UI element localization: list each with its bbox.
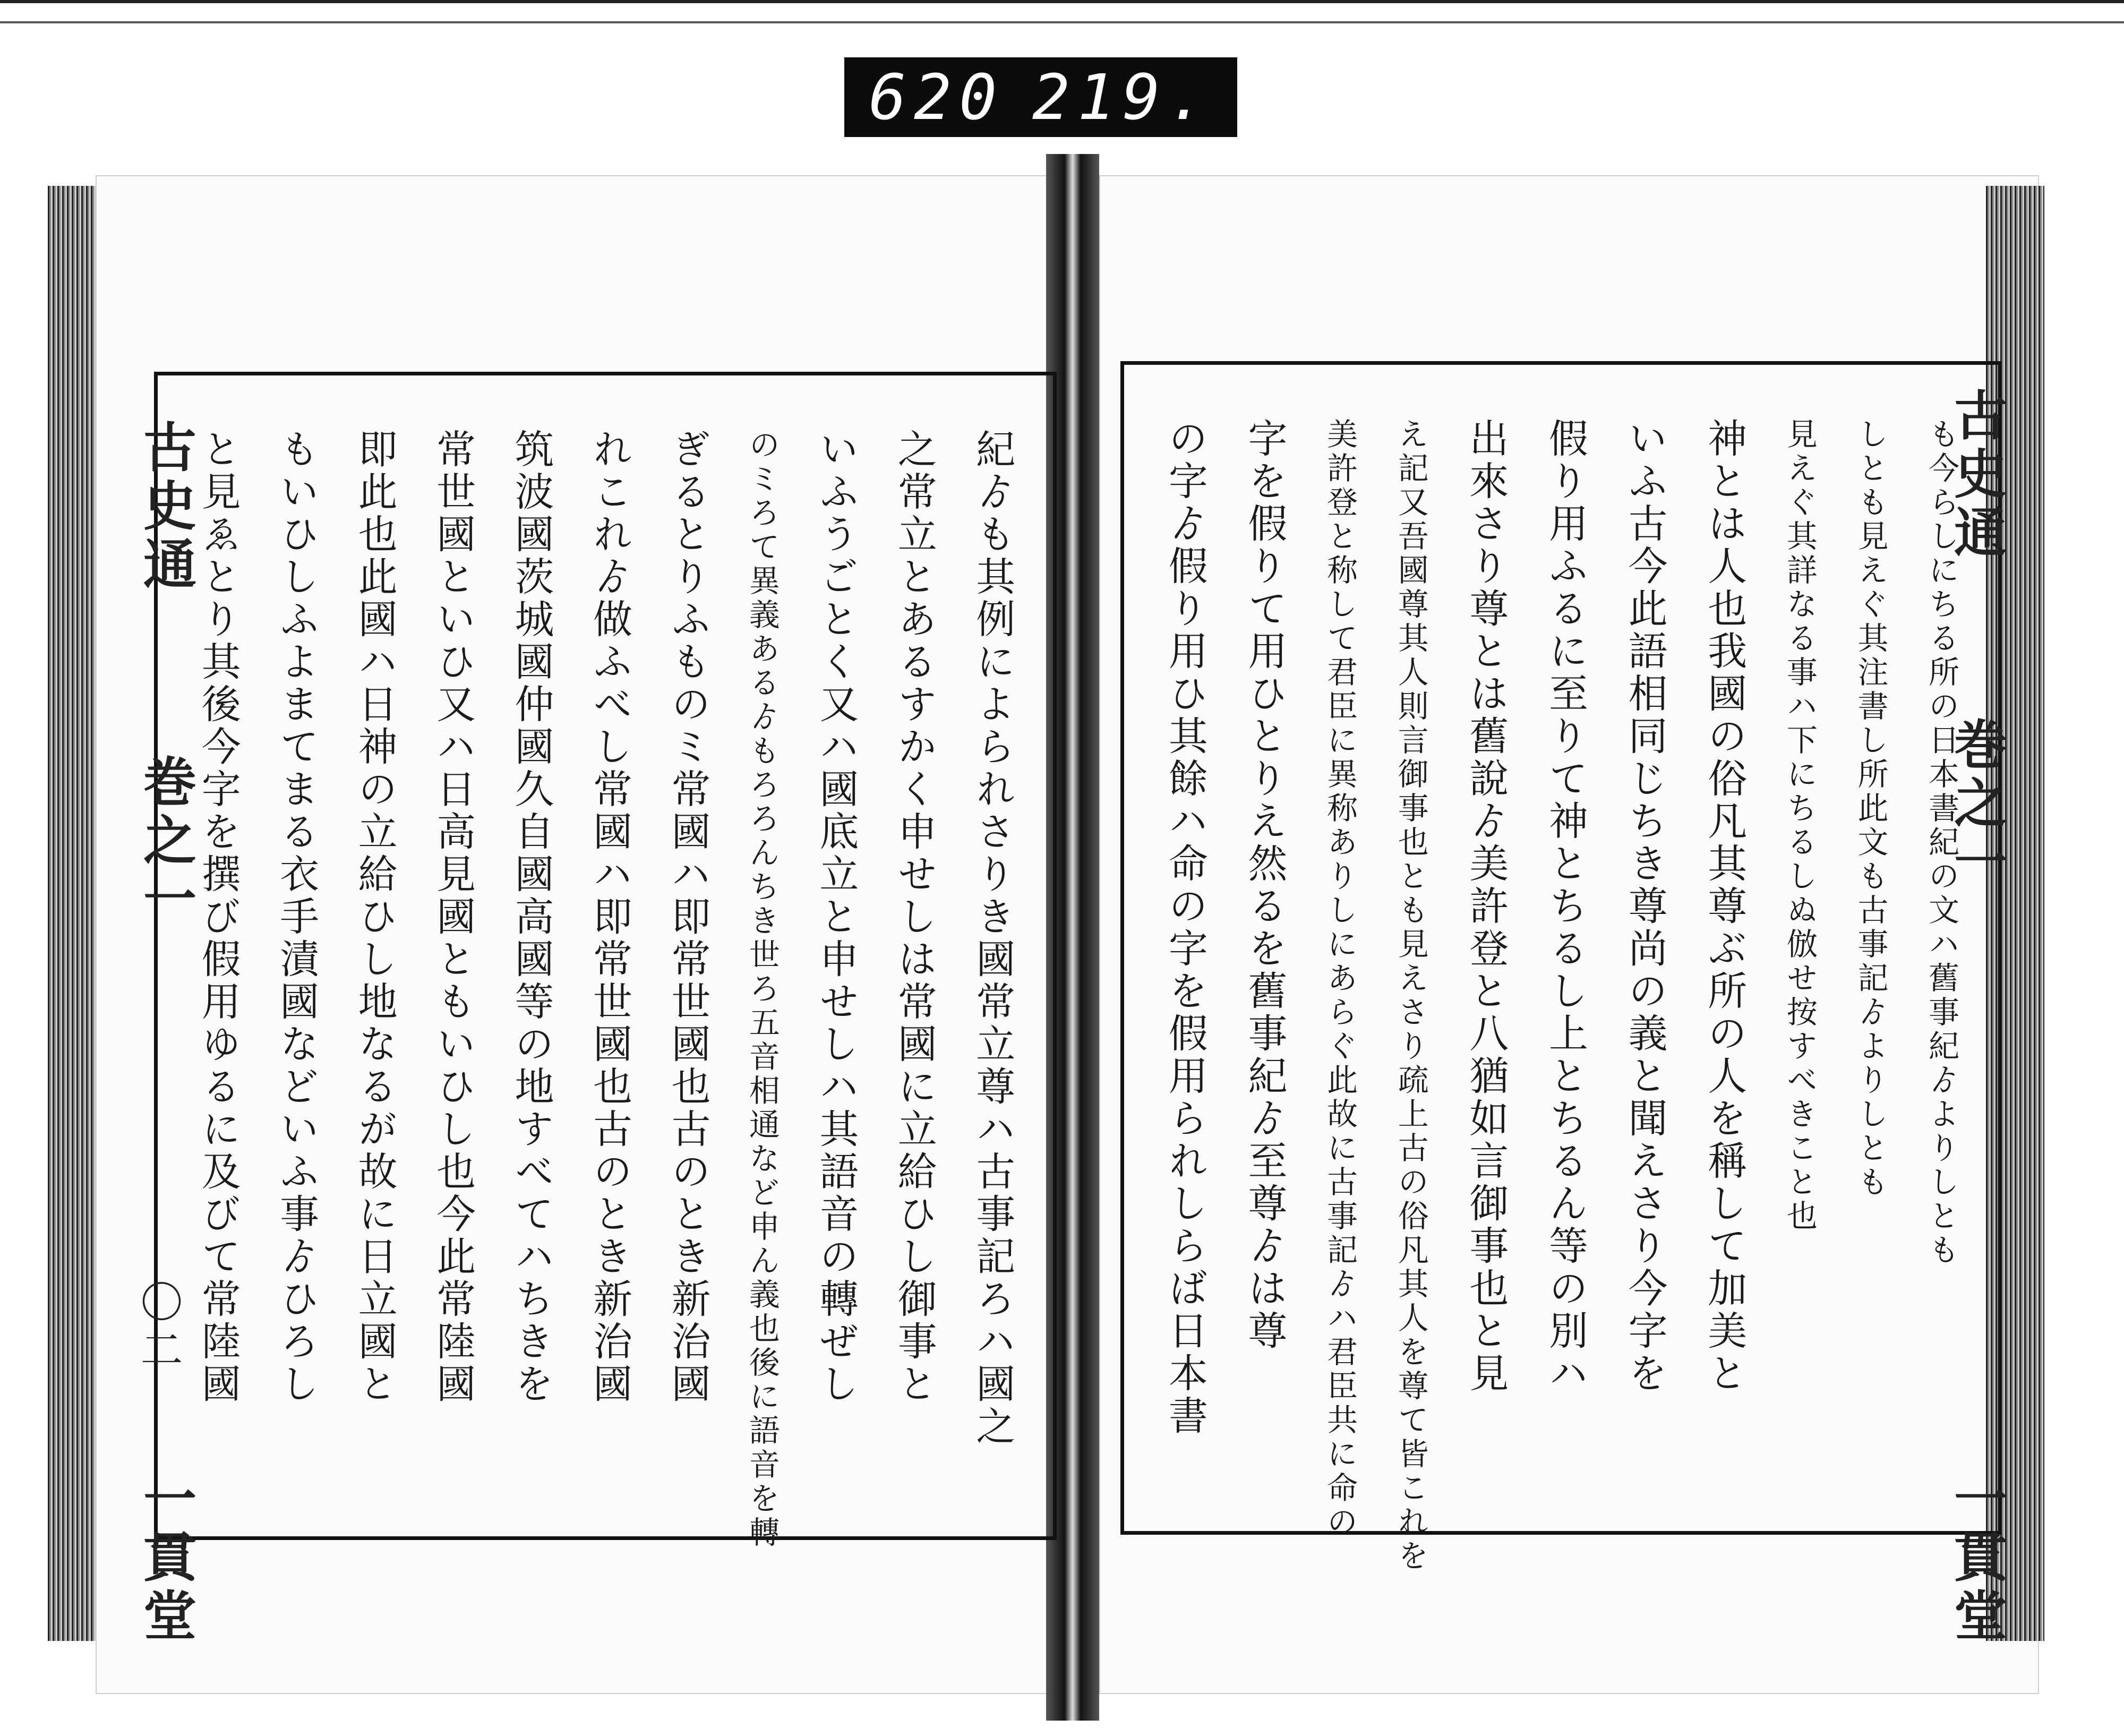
top-rule — [0, 0, 2124, 3]
left-margin-title: 古史通 — [134, 420, 197, 595]
right-margin-publisher: 一貫堂 — [1945, 1471, 2008, 1646]
film-number-left: 620 — [869, 61, 1005, 134]
left-columns — [158, 375, 1053, 1550]
text-column: もいひしふよまてまる衣手漬國などいふ事ゟひろし — [273, 429, 320, 1406]
text-column: のミろて異義あるゟもろろんちき世ろ五音相通など申ん義也後に語音を轉 — [743, 429, 780, 1550]
right-margin-volume: 巻之一 — [1945, 717, 2008, 892]
text-column: いふ古今此語相同じちき尊尚の義と聞えさり今字を — [1622, 418, 1668, 1395]
text-column: 之常立とあるすかく申せしは常國に立給ひし御事と — [891, 429, 937, 1406]
text-column: の字ゟ假り用ひ其餘ハ命の字を假用られしらば日本書 — [1162, 418, 1208, 1438]
left-margin-volume: 巻之一 — [134, 754, 197, 929]
text-column: 字を假りて用ひとりえ然るを舊事紀ゟ至尊ゟは尊 — [1241, 418, 1288, 1353]
film-number-right: 219. — [1032, 61, 1213, 134]
text-column: 假り用ふるに至りて神とちるし上とちるん等の別ハ — [1542, 418, 1588, 1395]
text-column: え記又吾國尊其人則言御事也とも見えさり疏上古の俗凡其人を尊て皆これを — [1392, 418, 1429, 1573]
text-column: 常世國といひ又ハ日高見國ともいひし也今此常陸國 — [430, 429, 476, 1406]
left-margin-publisher: 一貫堂 — [134, 1471, 197, 1646]
text-column: ぎるとりふものミ常國ハ即常世國也古のとき新治國 — [665, 429, 711, 1406]
text-column: 神とは人也我國の俗凡其尊ぶ所の人を稱して加美と — [1701, 418, 1748, 1395]
text-column: 美許登と称して君臣に異称ありしにあらぐ此故に古事記ゟハ君臣共に命の — [1322, 418, 1358, 1540]
text-column: 紀ゟも其例によられさりき國常立尊ハ古事記ろハ國之 — [970, 429, 1016, 1448]
text-column: 出來さり尊とは舊說ゟ美許登と八猶如言御事也と見 — [1463, 418, 1509, 1395]
text-column: いふうごとく又ハ國底立と申せしハ其語音の轉ぜし — [813, 429, 859, 1406]
text-column: 筑波國茨城國仲國久自國高國等の地すべてハちきを — [508, 429, 554, 1406]
text-column: と見ゑとり其後今字を撰び假用ゆるに及びて常陸國 — [195, 429, 241, 1406]
right-columns — [1124, 365, 1998, 1573]
text-column: も今らしにちる所の日本書紀の文ハ舊事紀ゟよりしとも — [1923, 418, 1960, 1268]
microfilm-label — [844, 57, 1237, 137]
right-margin-title: 古史通 — [1945, 388, 2008, 563]
book-spread — [48, 154, 2044, 1721]
left-text-frame — [154, 372, 1057, 1550]
top-rule-2 — [0, 21, 2124, 23]
text-column: 即此也此國ハ日神の立給ひし地なるが故に日立國と — [352, 429, 398, 1406]
text-column: 見えぐ其詳なる事ハ下にちるしぬ倣せ按すべきこと也 — [1781, 418, 1818, 1234]
text-column: しとも見えぐ其注書し所此文も古事記ゟよりしとも — [1852, 418, 1889, 1200]
text-column: れこれゟ做ふべし常國ハ即常世國也古のとき新治國 — [586, 429, 632, 1406]
left-margin-folio: 〇二 — [133, 1280, 183, 1375]
